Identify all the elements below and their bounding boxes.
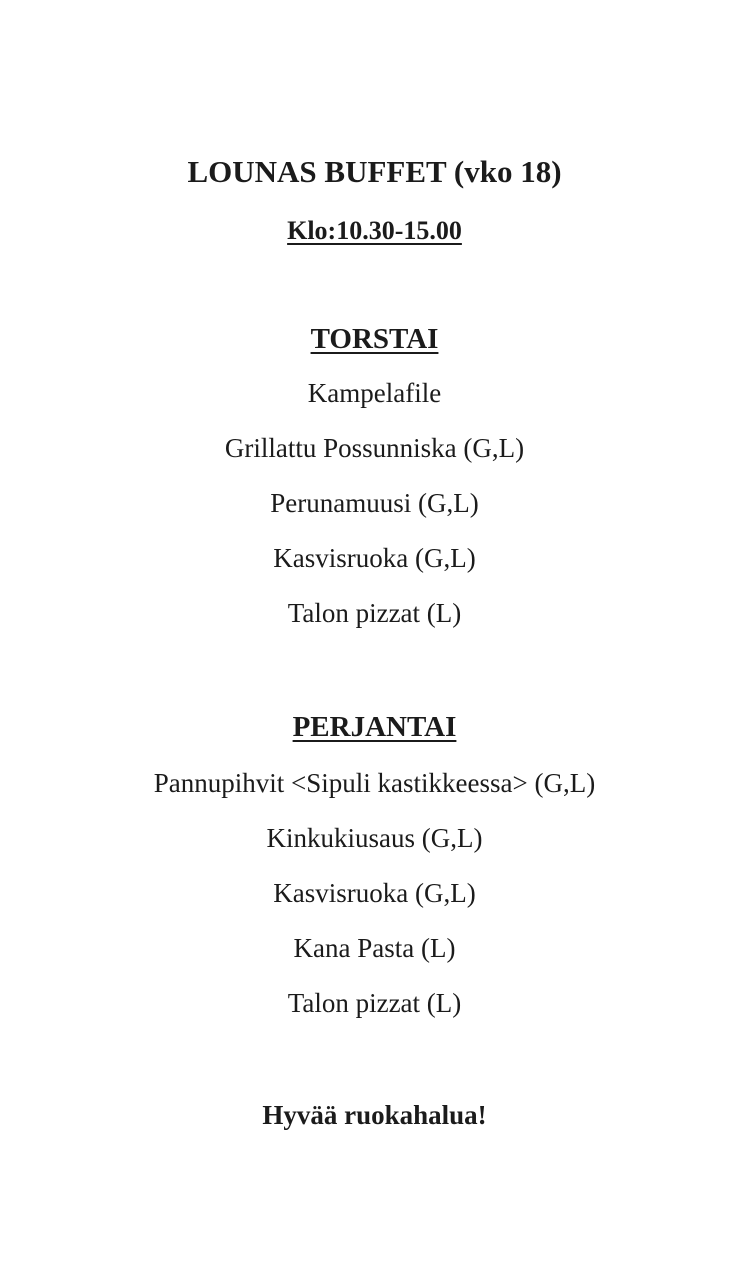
menu-item: Pannupihvit <Sipuli kastikkeessa> (G,L) xyxy=(153,768,596,798)
menu-item: Kampelafile xyxy=(307,378,442,408)
menu-item: Kasvisruoka (G,L) xyxy=(273,543,476,573)
menu-item: Kasvisruoka (G,L) xyxy=(273,878,476,908)
menu-title: LOUNAS BUFFET (vko 18) xyxy=(187,154,562,189)
menu-item: Talon pizzat (L) xyxy=(287,988,462,1018)
menu-item: Perunamuusi (G,L) xyxy=(270,488,479,518)
menu-item: Grillattu Possunniska (G,L) xyxy=(224,433,525,463)
menu-item: Talon pizzat (L) xyxy=(287,598,462,628)
day-header-torstai: TORSTAI xyxy=(310,323,439,355)
menu-item: Kana Pasta (L) xyxy=(293,933,456,963)
opening-hours: Klo:10.30-15.00 xyxy=(287,216,462,245)
footer-greeting: Hyvää ruokahalua! xyxy=(262,1100,487,1130)
day-header-perjantai: PERJANTAI xyxy=(292,711,457,743)
menu-item: Kinkukiusaus (G,L) xyxy=(266,823,483,853)
